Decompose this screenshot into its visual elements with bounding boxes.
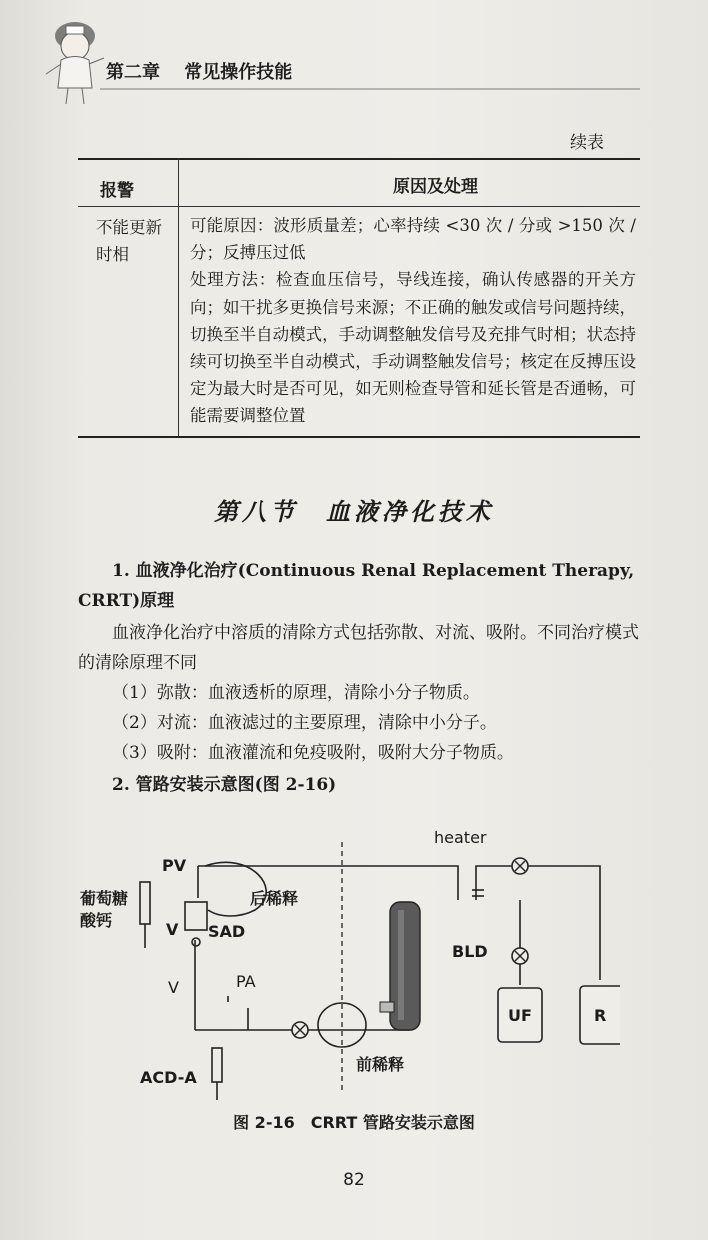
chapter-number: 第二章 (106, 62, 160, 83)
circuit-lines (80, 820, 620, 1100)
figure-caption: 图 2-16 CRRT 管路安装示意图 (233, 1113, 475, 1132)
label-pre-dilution: 前稀释 (356, 1055, 405, 1074)
heading-circuit-diagram: 2. 管路安装示意图(图 2-16) (112, 775, 337, 795)
chapter-title: 常见操作技能 (184, 62, 293, 83)
page-number: 82 (343, 1170, 365, 1190)
table-cell-alarm: 不能更新时相 (96, 218, 162, 264)
label-r: R (594, 1006, 607, 1025)
table-header-cause: 原因及处理 (393, 177, 478, 197)
label-pv: PV (162, 856, 187, 875)
possible-causes: 可能原因：波形质量差；心率持续 <30 次 / 分或 >150 次 / 分；反搏压过低 (190, 216, 636, 263)
paragraph-intro: 血液净化治疗中溶质的清除方式包括弥散、对流、吸附。不同治疗模式的清除原理不同 (78, 623, 639, 673)
table-header-alarm: 报警 (100, 181, 134, 201)
r-line (492, 866, 600, 980)
crrt-circuit-diagram (80, 820, 620, 1100)
running-header (106, 58, 310, 84)
list-item-adsorption: （3）吸附：血液灌流和免疫吸附，吸附大分子物质。 (112, 743, 514, 763)
label-acd-a: ACD-A (140, 1068, 197, 1087)
label-post-dilution: 后稀释 (250, 889, 299, 908)
handling-method: 处理方法：检查血压信号，导线连接，确认传感器的开关方向；如干扰多更换信号来源；不正确的触发或信号问题持续，切换至半自动模式，手动调整触发信号及充排气时相；状态持续可切换至半自动模式，手动调整触发信号；核定在反搏压设定为最大时是否可见，如无则检查导管和延长管是否通畅，可能需要调整位置 (190, 270, 636, 426)
table-continued-label: 续表 (570, 133, 604, 153)
table-bottom-rule (78, 436, 640, 438)
label-v-bottom: V (168, 978, 179, 997)
nurse-mascot-icon (40, 8, 110, 108)
label-glucose-calcium: 葡萄糖酸钙 (80, 889, 129, 930)
list-item-diffusion: （1）弥散：血液透析的原理，清除小分子物质。 (112, 683, 480, 703)
label-sad: SAD (208, 922, 246, 941)
label-bld: BLD (452, 942, 488, 961)
label-v-top: V (166, 920, 179, 939)
top-line (198, 866, 458, 900)
table-top-rule (78, 158, 640, 160)
list-item-convection: （2）对流：血液滤过的主要原理，清除中小分子。 (112, 713, 497, 733)
table-cell-cause (190, 212, 636, 430)
table-header-rule (78, 206, 640, 207)
table-column-divider (178, 158, 179, 436)
heading-crrt-principle: 1. 血液净化治疗(Continuous Renal Replacement Therapy, CRRT)原理 (78, 561, 635, 611)
label-uf: UF (508, 1006, 532, 1025)
label-pa: PA (236, 972, 256, 991)
header-divider (100, 88, 640, 90)
label-heater: heater (434, 828, 487, 847)
section-title: 第八节 血液净化技术 (214, 497, 494, 526)
